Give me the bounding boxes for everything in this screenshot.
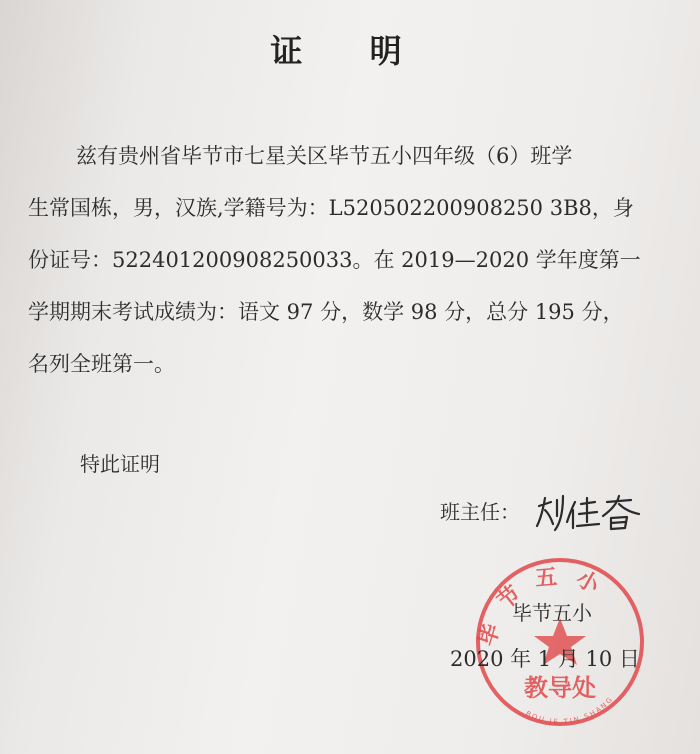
body-line: 学期期末考试成绩为：语文 97 分，数学 98 分，总分 195 分， <box>28 300 624 324</box>
seal-bottom-text: 教导处 <box>524 674 596 702</box>
school-name: 毕节五小 <box>512 601 592 625</box>
document-date: 2020 年 1 月 10 日 <box>450 647 640 671</box>
closing-text: 特此证明 <box>80 452 160 476</box>
seal-top-text: 毕节五小 <box>475 563 618 650</box>
body-line: 生常国栋，男，汉族,学籍号为：L520502200908250 3B8，身 <box>28 196 634 220</box>
teacher-signature <box>535 492 645 532</box>
seal-pinyin: BOU JE TIN SHANG <box>524 694 616 727</box>
certificate-body <box>28 130 692 390</box>
body-line: 兹有贵州省毕节市七星关区毕节五小四年级（6）班学 <box>76 144 573 168</box>
body-line: 名列全班第一。 <box>28 352 175 376</box>
document-title: 证 明 <box>270 32 430 70</box>
body-line: 份证号：522401200908250033。在 2019—2020 学年度第一 <box>28 248 641 272</box>
red-official-seal <box>474 556 646 728</box>
teacher-label: 班主任： <box>440 500 520 524</box>
